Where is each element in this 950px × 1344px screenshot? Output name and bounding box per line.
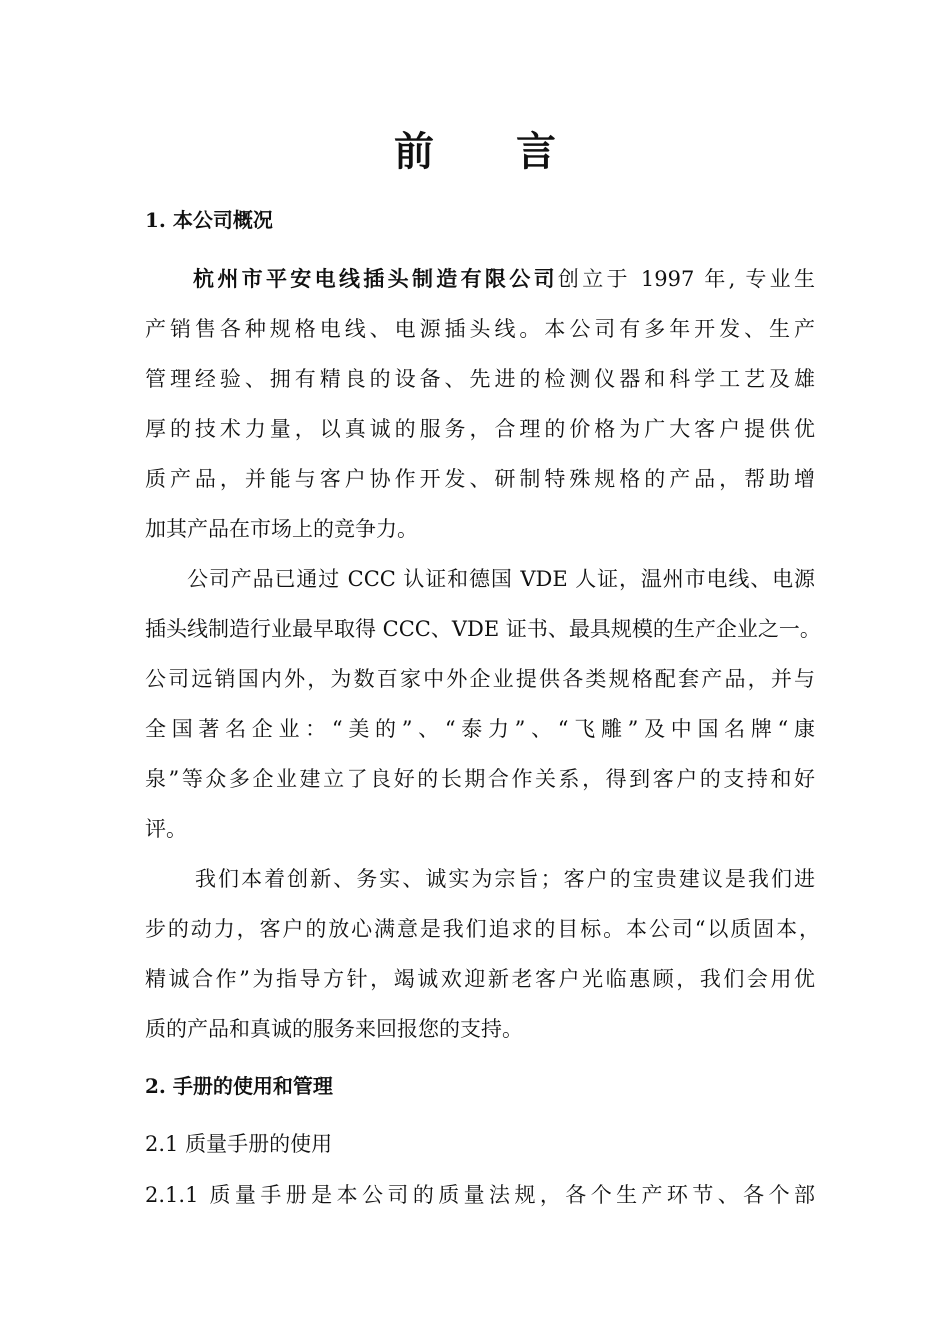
company-name: 杭州市平安电线插头制造有限公司 (193, 266, 558, 291)
paragraph-3-line-2: 步的动力，客户的放心满意是我们追求的目标。本公司“以质固本， (145, 917, 820, 941)
paragraph-1-line-2: 产销售各种规格电线、电源插头线。本公司有多年开发、生产 (145, 317, 815, 341)
paragraph-1-line-5: 质产品，并能与客户协作开发、研制特殊规格的产品，帮助增 (145, 467, 815, 491)
paragraph-2-line-6: 评。 (145, 817, 187, 841)
paragraph-1-line-4: 厚的技术力量，以真诚的服务，合理的价格为广大客户提供优 (145, 417, 815, 441)
paragraph-3-line-3: 精诚合作”为指导方针，竭诚欢迎新老客户光临惠顾，我们会用优 (145, 967, 815, 991)
paragraph-1-line-6: 加其产品在市场上的竞争力。 (145, 517, 418, 541)
section-heading-company-overview: 1. 本公司概况 (145, 208, 273, 232)
paragraph-1-line-1-rest: 创立于 1997 年, 专业生 (557, 267, 815, 291)
section-heading-manual-usage: 2. 手册的使用和管理 (145, 1074, 333, 1098)
paragraph-2-line-4: 全国著名企业：“美的”、“泰力”、“飞雕”及中国名牌“康 (145, 717, 815, 741)
subsection-2-1-1-text: 2.1.1 质量手册是本公司的质量法规，各个生产环节、各个部 (145, 1183, 815, 1207)
paragraph-2-line-1: 公司产品已通过 CCC 认证和德国 VDE 人证，温州市电线、电源 (187, 567, 815, 591)
paragraph-2-line-3: 公司远销国内外，为数百家中外企业提供各类规格配套产品，并与 (145, 667, 815, 691)
paragraph-1-line-1 (193, 264, 815, 294)
paragraph-3-line-1: 我们本着创新、务实、诚实为宗旨；客户的宝贵建议是我们进 (195, 867, 815, 891)
page-title: 前 言 (394, 128, 590, 175)
paragraph-3-line-4: 质的产品和真诚的服务来回报您的支持。 (145, 1017, 523, 1041)
paragraph-2-line-2: 插头线制造行业最早取得 CCC、VDE 证书、最具规模的生产企业之一。 (145, 617, 821, 641)
subsection-2-1-heading: 2.1 质量手册的使用 (145, 1132, 333, 1156)
paragraph-2-line-5: 泉”等众多企业建立了良好的长期合作关系，得到客户的支持和好 (145, 767, 815, 791)
paragraph-1-line-3: 管理经验、拥有精良的设备、先进的检测仪器和科学工艺及雄 (145, 367, 815, 391)
